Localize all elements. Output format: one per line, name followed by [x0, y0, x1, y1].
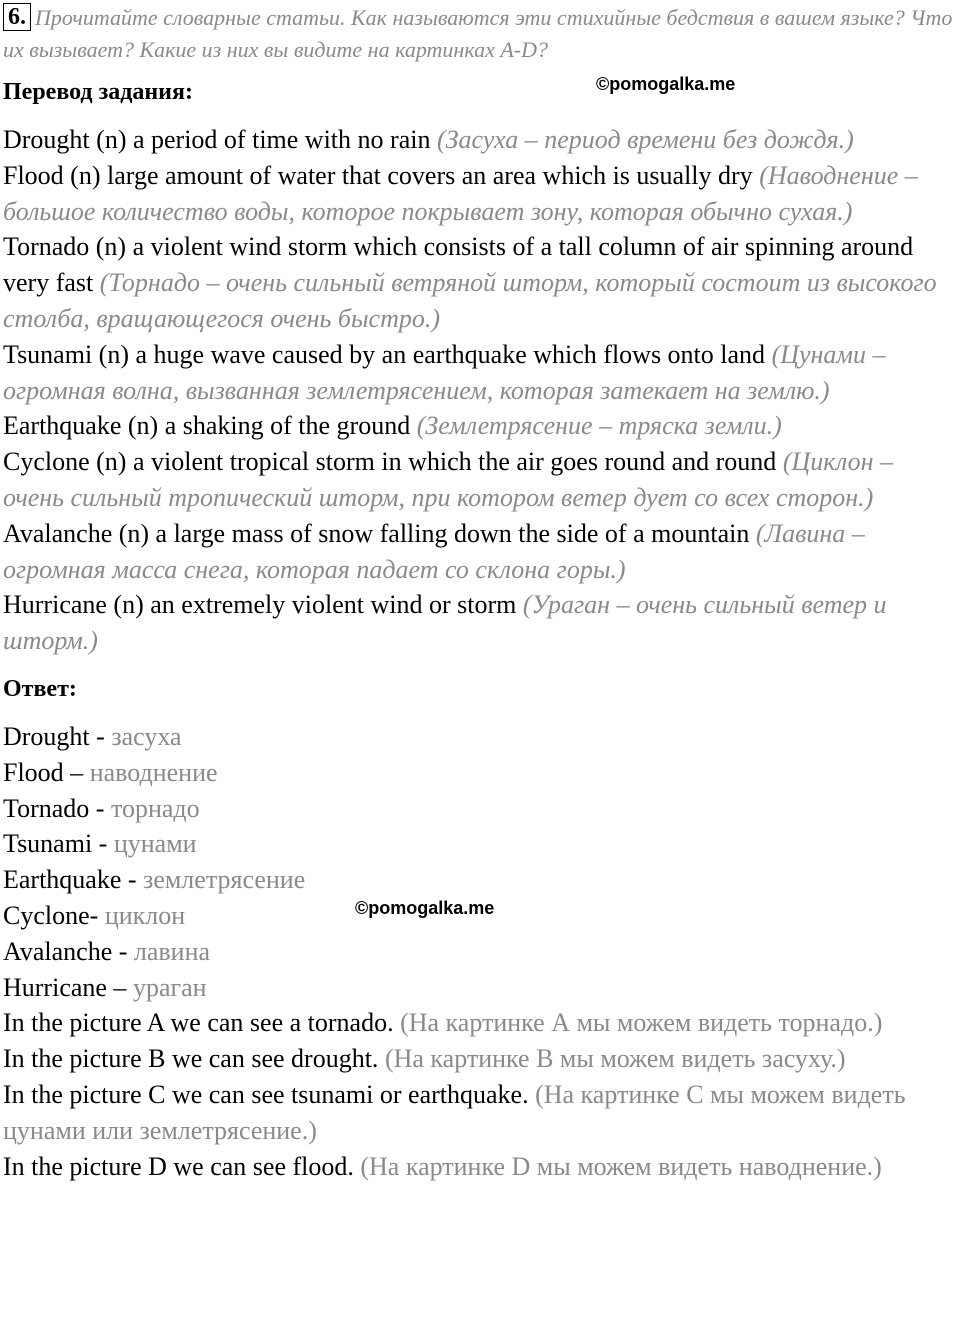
definition-ru: (Цунами – огромная волна, вызванная землетрясением, которая затекает на землю.): [3, 339, 886, 405]
definition-ru: (Циклон – очень сильный тропический шторм, при котором ветер дует со всех сторон.): [3, 447, 893, 512]
definition-en: Drought (n) a period of time with no rain: [3, 125, 431, 154]
definition-tsunami: [3, 337, 960, 409]
word-row: [3, 970, 960, 1006]
definition-ru: (Лавина – огромная масса снега, которая падает со склона горы.): [3, 518, 865, 584]
definition-cyclone: [3, 444, 960, 516]
word-en: Cyclone-: [3, 900, 105, 930]
word-ru: лавина: [133, 936, 211, 966]
word-ru: землетрясение: [143, 865, 306, 895]
word-row: [3, 826, 960, 862]
picture-answer: [3, 1077, 960, 1149]
word-en: Tsunami -: [3, 829, 114, 859]
picture-answer: [3, 1041, 960, 1077]
answer-heading: Ответ:: [3, 675, 77, 702]
definition-hurricane: [3, 587, 960, 659]
task-instruction: [3, 2, 960, 66]
word-ru: торнадо: [110, 793, 200, 823]
task-number: 6.: [3, 3, 31, 31]
watermark: ©pomogalka.me: [355, 898, 495, 918]
task-text: Прочитайте словарные статьи. Как называются эти стихийные бедствия в вашем языке? Что их вызывает? Какие из них вы видите на картинках A-D?: [3, 5, 953, 62]
word-en: Hurricane –: [3, 972, 133, 1002]
word-ru: ураган: [132, 972, 207, 1002]
definition-en: Tsunami (n) a huge wave caused by an earthquake which flows onto land: [3, 339, 766, 369]
picture-answer: [3, 1005, 960, 1041]
word-ru: циклон: [104, 900, 186, 930]
definition-avalanche: [3, 516, 960, 588]
definition-ru: (Землетрясение – тряска земли.): [416, 411, 782, 441]
word-en: Flood –: [3, 757, 90, 787]
definition-flood: [3, 158, 960, 230]
word-row: [3, 755, 960, 791]
definition-earthquake: [3, 408, 960, 444]
picture-ru: (На картинке D мы можем видеть наводнение.): [360, 1151, 882, 1181]
word-en: Avalanche -: [3, 936, 134, 966]
word-ru: цунами: [113, 829, 197, 859]
word-row: [3, 862, 960, 898]
word-ru: засуха: [111, 721, 182, 751]
pictures-list: [3, 1005, 960, 1184]
words-list: [3, 719, 960, 1005]
translation-heading: Перевод задания:: [3, 79, 193, 105]
definition-ru: (Засуха – период времени без дождя.): [436, 125, 854, 154]
watermark: ©pomogalka.me: [596, 74, 736, 94]
picture-en: In the picture C we can see tsunami or earthquake.: [3, 1079, 529, 1109]
word-row: [3, 719, 960, 755]
word-row: [3, 934, 960, 970]
definition-en: Earthquake (n) a shaking of the ground: [3, 411, 411, 441]
definition-en: Tornado (n) a violent wind storm which consists of a tall column of air spinning around very fast: [3, 232, 914, 298]
picture-ru: (На картинке В мы можем видеть засуху.): [384, 1044, 846, 1074]
document-page: [3, 2, 960, 1184]
definition-drought: [3, 122, 960, 158]
definition-en: Avalanche (n) a large mass of snow falling down the side of a mountain: [3, 518, 750, 548]
word-row: [3, 791, 960, 827]
picture-ru: (На картинке А мы можем видеть торнадо.): [400, 1008, 883, 1038]
definition-en: Flood (n) large amount of water that covers an area which is usually dry: [3, 160, 753, 190]
picture-answer: [3, 1149, 960, 1185]
picture-ru: (На картинке С мы можем видеть цунами или землетрясение.): [3, 1079, 906, 1145]
picture-en: In the picture D we can see flood.: [3, 1151, 354, 1181]
word-ru: наводнение: [89, 757, 218, 787]
definition-ru: (Ураган – очень сильный ветер и шторм.): [3, 590, 887, 656]
definition-en: Hurricane (n) an extremely violent wind or storm: [3, 590, 517, 620]
word-en: Drought -: [3, 721, 112, 751]
definitions-list: [3, 122, 960, 659]
picture-en: In the picture B we can see drought.: [3, 1044, 379, 1074]
definition-en: Cyclone (n) a violent tropical storm in which the air goes round and round: [3, 447, 777, 477]
definition-ru: (Наводнение – большое количество воды, которое покрывает зону, которая обычно сухая.): [3, 160, 918, 226]
word-en: Tornado -: [3, 793, 111, 823]
word-en: Earthquake -: [3, 865, 144, 895]
definition-tornado: [3, 229, 960, 336]
picture-en: In the picture A we can see a tornado.: [3, 1008, 394, 1038]
definition-ru: (Торнадо – очень сильный ветряной шторм, который состоит из высокого столба, вращающегося очень быстро.): [3, 268, 937, 333]
